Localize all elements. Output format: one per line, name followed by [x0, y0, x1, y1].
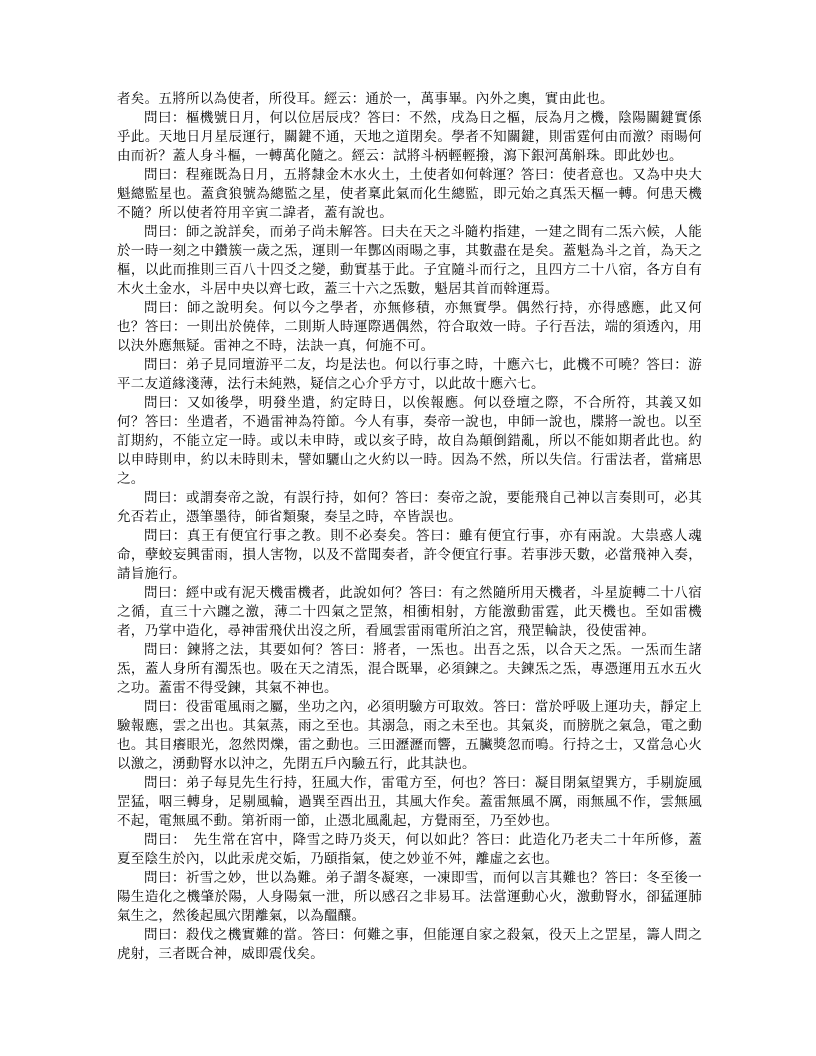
paragraph-qa-4: 問曰：師之說明矣。何以今之學者，亦無修積，亦無實學。偶然行持，亦得感應，此又何也？答曰：一則出於僥倖，二則斯人時運際遇偶然，符合取效一時。子行吾法，端的須透內，用以決外應無疑。雷神之不時，法訣一真，何施不可。 [117, 300, 702, 354]
paragraph-qa-14: 問曰：祈雪之妙，世以為難。弟子謂冬凝寒，一凍即雪，而何以言其難也？答曰：冬至後一陽生造化之機肇於陽，人身陽氣一泄，所以感召之非易耳。法當運動心火，激動腎水，卻猛運肺氣生之，然後起風穴閉離氣，以為醞釀。 [117, 870, 702, 924]
paragraph-qa-15: 問曰：殺伐之機實難的當。答曰：何難之事，但能運自家之殺氣，役天上之罡星，籌人問之虎射，三者既合神，威即震伐矣。 [117, 927, 702, 962]
paragraph-qa-13: 問曰： 先生常在宮中，降雪之時乃炎天，何以如此？答曰：此造化乃老夫二十年所修，蓋夏至陰生於內，以此汞虎交姤，乃頤指氣，使之妙並不舛，離虛之玄也。 [117, 832, 702, 867]
paragraph-continuation: 者矣。五將所以為使者，所役耳。經云：通於一，萬事畢。內外之奧，實由此也。 [117, 91, 614, 107]
paragraph-qa-7: 問曰：或謂奏帝之說，有誤行持，如何？答曰：奏帝之說，要能飛自己神以言奏則可，必其允否若止，憑筆墨待，師省類聚，奏呈之時，卒皆誤也。 [117, 490, 702, 525]
document-page [117, 90, 702, 964]
paragraph-qa-12: 問曰：弟子每見先生行持，狂風大作，雷電方至，何也？答曰：凝目閉氣望巽方，手剔旋風罡猛，咽三轉身，足剔風輪，過巽至酉出丑，其風大作矣。蓋雷無風不厲，雨無風不作，雲無風不起，電無風不動。第祈雨一節，止憑北風亂起，方覺雨至，乃至妙也。 [117, 775, 702, 829]
paragraph-qa-9: 問曰：經中或有泥天機雷機者，此說如何？答曰：有之然隨所用天機者，斗星旋轉二十八宿之循，直三十六躔之激，薄二十四氣之罡煞，相衝相射，方能激動雷霆，此天機也。至如雷機者，乃掌中造化，尋神雷飛伏出沒之所，看風雲雷雨電所泊之宮，飛罡輪訣，役使雷神。 [117, 585, 702, 639]
paragraph-qa-2: 問曰：程雍既為日月，五將隸金木水火土，土使者如何斡運？答曰：使者意也。又為中央大魁總監星也。蓋貪狼號為總監之星，使者稟此氣而化生總監，即元始之真炁天樞一轉。何患天機不隨？所以使者符用辛寅二諱者，蓋有說也。 [117, 167, 702, 221]
paragraph-qa-5: 問曰：弟子見同壇游平二友，均是法也。何以行事之時，十應六七，此機不可曉？答曰：游平二友道緣淺薄，法行未純熟，疑信之心介乎方寸，以此故十應六七。 [117, 357, 702, 392]
paragraph-qa-6: 問曰：又如後學，明發坐遣，約定時日，以俟報應。何以登壇之際，不合所符，其義又如何？答曰：坐遣者，不過雷神為符節。今人有事，奏帝一說也，申師一說也，牒將一說也。以至訂期約，不能立定一時。或以未申時，或以亥子時，故自為顛倒錯亂，所以不能如期者此也。約以申時則申，約以未時則未，譬如驪山之火約以一時。因為不然，所以失信。行雷法者，當痛思之。 [117, 395, 702, 487]
paragraph-qa-10: 問曰：鍊將之法，其要如何？答曰：將者，一炁也。出吾之炁，以合天之炁。一炁而生諸炁，蓋人身所有濁炁也。吸在天之清炁，混合既畢，必須鍊之。夫鍊炁之炁，專憑運用五水五火之功。蓋雷不得受鍊，其氣不神也。 [117, 642, 702, 696]
paragraph-qa-8: 問曰：真王有便宜行事之教。則不必奏矣。答曰：雖有便宜行事，亦有兩說。大祟惑人魂命，孽蛟妄興雷雨，損人害物，以及不當聞奏者，許令便宜行事。若事涉天數，必當飛神入奏，請旨施行。 [117, 528, 702, 582]
paragraph-qa-11: 問曰：役雷電風雨之屬，坐功之內，必須明驗方可取效。答曰：當於呼吸上運功夫，靜定上驗報應，雲之出也。其氣蒸，雨之至也。其溺急，雨之未至也。其氣炎，而膀胱之氣急，電之動也。其目癢眼光，忽然閃爍，雷之動也。三田瀝瀝而響，五臟獎忽而鳴。行持之士，又當急心火以激之，湧動腎水以沖之，先閉五戶內驗五行，此其訣也。 [117, 699, 702, 772]
paragraph-qa-1: 問曰：樞機號日月，何以位居辰戌？答曰：不然，戌為日之樞，辰為月之機，陰陽關鍵實係乎此。天地日月星辰運行，關鍵不通，天地之道閉矣。學者不知關鍵，則雷霆何由而激？雨暘何由而祈？蓋人身斗樞，一轉萬化隨之。經云：試將斗柄輕輕撥，瀉下銀河萬斛珠。即此妙也。 [117, 110, 702, 164]
paragraph-qa-3: 問曰：師之說詳矣，而弟子尚未解答。曰夫在天之斗隨杓指建，一建之間有二炁六候，人能於一時一刻之中鑽簇一歲之炁，運則一年酆凶雨暘之事，其數盡在是矣。蓋魁為斗之首，為天之樞，以此而推則三百八十四爻之變，動實基于此。子宜隨斗而行之，且四方二十八宿，各方自有木火土金水，斗居中央以齊七政，蓋三十六之炁數，魁居其首而斡運焉。 [117, 224, 702, 297]
